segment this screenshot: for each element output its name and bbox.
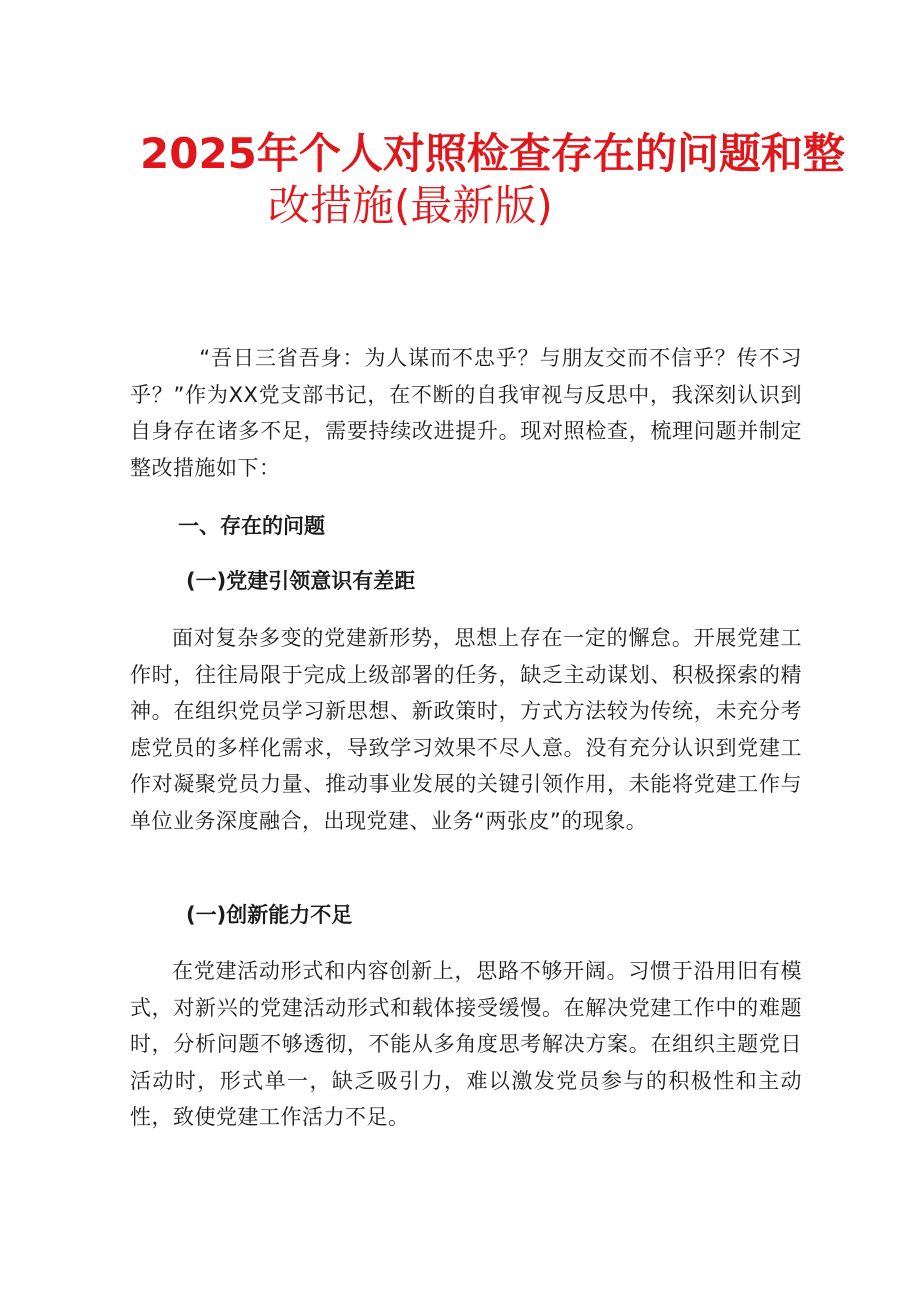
subsection-paragraph-party-leadership: 面对复杂多变的党建新形势，思想上存在一定的懈怠。开展党建工作时，往往局限于完成上级部署的任务，缺乏主动谋划、积极探索的精神。在组织党员学习新思想、新政策时，方式方法较为传统，未充分考虑党员的多样化需求，导致学习效果不尽人意。没有充分认识到党建工作对凝聚党员力量、推动事业发展的关键引领作用，未能将党建工作与单位业务深度融合，出现党建、业务“两张皮”的现象。	[130, 626, 802, 833]
subsection-paragraph-innovation: 在党建活动形式和内容创新上，思路不够开阔。习惯于沿用旧有模式，对新兴的党建活动形式和载体接受缓慢。在解决党建工作中的难题时，分析问题不够透彻，不能从多角度思考解决方案。在组织主题党日活动时，形式单一，缺乏吸引力，难以激发党员参与的积极性和主动性，致使党建工作活力不足。	[130, 959, 802, 1129]
intro-paragraph: “吾日三省吾身：为人谋而不忠乎？与朋友交而不信乎？传不习乎？”作为XX党支部书记，在不断的自我审视与反思中，我深刻认识到自身存在诸多不足，需要持续改进提升。现对照检查，梳理问题并制定整改措施如下：	[130, 346, 802, 480]
document-title-line-1: 2025年个人对照检查存在的问题和整	[140, 129, 845, 178]
document-title-line-2: 改措施(最新版)	[268, 181, 553, 230]
subsection-heading-party-leadership: (一)党建引领意识有差距	[186, 569, 416, 593]
section-heading-problems: 一、存在的问题	[178, 514, 325, 538]
subsection-heading-innovation: (一)创新能力不足	[186, 903, 353, 927]
